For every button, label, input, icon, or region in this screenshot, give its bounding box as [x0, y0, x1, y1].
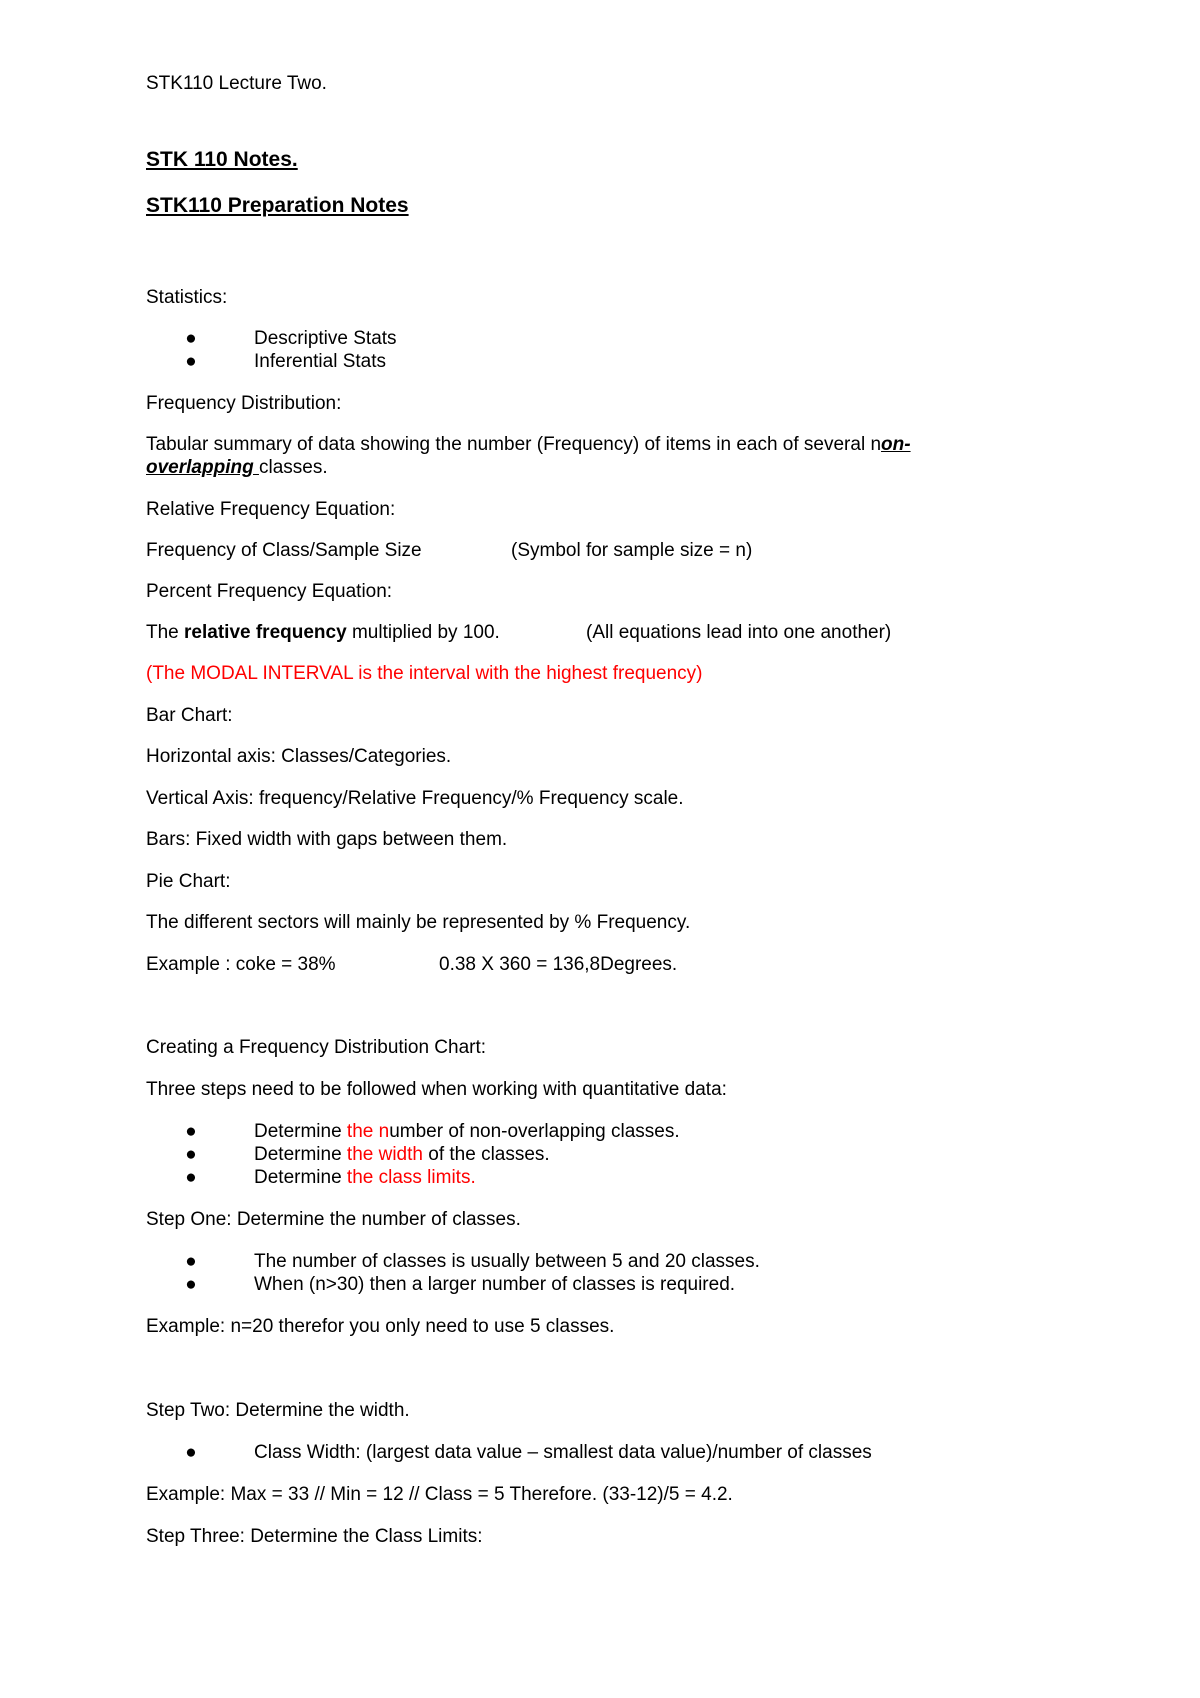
- bar-chart-vertical-axis: Vertical Axis: frequency/Relative Frequency/% Frequency scale.: [146, 788, 684, 809]
- frequency-distribution-definition-line2: overlapping classes.: [146, 457, 328, 478]
- header-text: STK110 Lecture Two.: [146, 73, 327, 94]
- pie-chart-sectors: The different sectors will mainly be represented by % Frequency.: [146, 912, 691, 933]
- step-three-heading: Step Three: Determine the Class Limits:: [146, 1526, 483, 1547]
- bar-chart-horizontal-axis: Horizontal axis: Classes/Categories.: [146, 746, 452, 767]
- relative-frequency-label: Relative Frequency Equation:: [146, 499, 396, 520]
- three-steps-text: Three steps need to be followed when working with quantitative data:: [146, 1079, 727, 1100]
- step-two-heading: Step Two: Determine the width.: [146, 1400, 410, 1421]
- frequency-distribution-definition-line1: Tabular summary of data showing the number (Frequency) of items in each of several non-: [146, 434, 911, 455]
- creating-frequency-chart-label: Creating a Frequency Distribution Chart:: [146, 1037, 487, 1058]
- bullet-icon: ●: [185, 351, 197, 372]
- percent-frequency-equation: The relative frequency multiplied by 100. (All equations lead into one another): [146, 622, 892, 643]
- step-one-example: Example: n=20 therefor you only need to use 5 classes.: [146, 1316, 615, 1337]
- pie-chart-label: Pie Chart:: [146, 871, 231, 892]
- frequency-distribution-label: Frequency Distribution:: [146, 393, 342, 414]
- step-one-heading: Step One: Determine the number of classes.: [146, 1209, 521, 1230]
- title-preparation-notes: STK110 Preparation Notes: [146, 194, 409, 217]
- bullet-icon: ●: [185, 1144, 197, 1165]
- bullet-icon: ●: [185, 1274, 197, 1295]
- bullet-icon: ●: [185, 1167, 197, 1188]
- title-notes: STK 110 Notes.: [146, 148, 298, 171]
- relative-frequency-equation: Frequency of Class/Sample Size (Symbol for sample size = n): [146, 540, 753, 561]
- pie-chart-example: Example : coke = 38% 0.38 X 360 = 136,8Degrees.: [146, 954, 678, 975]
- modal-interval-note: (The MODAL INTERVAL is the interval with the highest frequency): [146, 663, 703, 684]
- statistics-label: Statistics:: [146, 287, 228, 308]
- bullet-icon: ●: [185, 1442, 197, 1463]
- bar-chart-label: Bar Chart:: [146, 705, 233, 726]
- bar-chart-bars: Bars: Fixed width with gaps between them.: [146, 829, 508, 850]
- bullet-icon: ●: [185, 1251, 197, 1272]
- percent-frequency-label: Percent Frequency Equation:: [146, 581, 393, 602]
- step-two-example: Example: Max = 33 // Min = 12 // Class = 5 Therefore. (33-12)/5 = 4.2.: [146, 1484, 733, 1505]
- bullet-icon: ●: [185, 1121, 197, 1142]
- bullet-icon: ●: [185, 328, 197, 349]
